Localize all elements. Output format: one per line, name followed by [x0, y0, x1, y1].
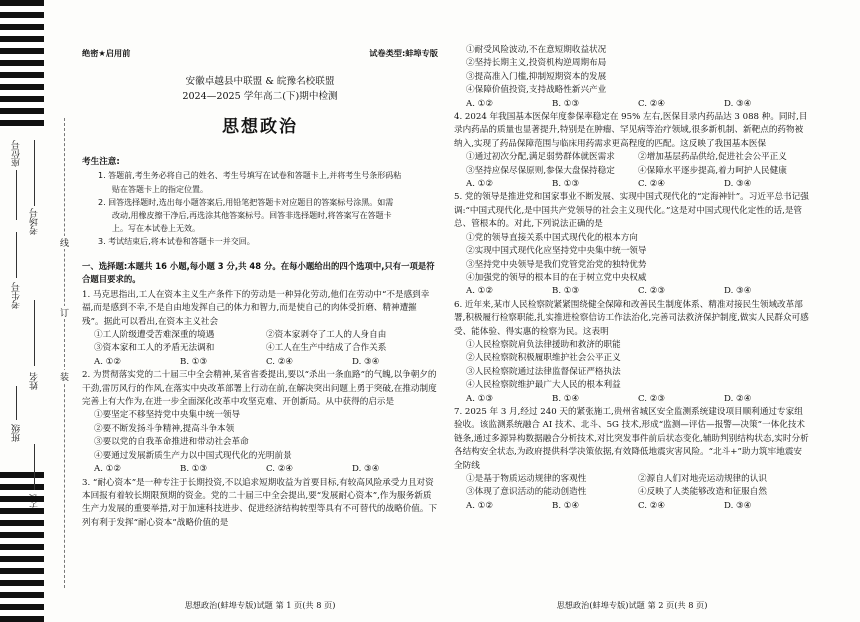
question-3-options: [454, 44, 810, 111]
choice-b: B. ①③: [180, 464, 208, 475]
page-footer-1: 思想政治(蚌埠专版)试题 第 1 页(共 8 页): [184, 600, 336, 610]
notice-line: 上。写在本试卷上无效。: [112, 224, 200, 234]
question-stem: 2. 为贯彻落实党的二十届三中全会精神,某省省委提出,要以“杀出一条血路”的气魄,以争朝夕的干劲,雷厉风行的作风,在落实中央改革部署上行动在前,在解决突出问题上勇于突破,在推动制度完善上有大作为,在进一步全面深化改革中攻坚克难、开创新局。从中获得的启示是: [82, 370, 437, 408]
cut-mark-bind: 订: [60, 306, 69, 319]
question-5: [454, 191, 810, 298]
field-school-line: [34, 444, 35, 490]
field-school: 学校: [30, 494, 40, 512]
choice-b: B. ①④: [552, 500, 580, 511]
page-footer-2: 思想政治(蚌埠专版)试题 第 2 页(共 8 页): [556, 600, 708, 610]
choice-a: A. ①②: [466, 500, 494, 511]
choice-a: A. ①②: [94, 464, 122, 475]
notice-block: [82, 156, 438, 249]
option-statement: ②实现中国式现代化应坚持党中央集中统一领导: [466, 246, 647, 257]
cut-line: [64, 118, 65, 588]
subject-title: 思想政治: [222, 117, 298, 137]
option-statement: ②资本家剥夺了工人的人身自由: [266, 330, 387, 341]
option-statement: ③坚持党中央领导是我们党管党治党的独特优势: [466, 259, 647, 270]
option-statement: ③人民检察院通过法律监督保证严格执法: [466, 366, 621, 377]
notice-line: 1. 答题前,考生务必将自己的姓名、考生号填写在试卷和答题卡上,并将考生号条形码粘: [98, 171, 402, 181]
choice-d: D. ③④: [724, 98, 752, 109]
choice-d: D. ③④: [352, 464, 380, 475]
question-6: [454, 299, 810, 406]
choice-d: D. ③④: [724, 286, 752, 297]
option-statement: ③资本家和工人的矛盾无法调和: [94, 343, 215, 354]
question-stem: 4. 2024 年我国基本医保年度参保率稳定在 95% 左右,医保目录内药品达 3 088 种。同时,目录内药品的质量也显著提升,特别是在肿瘤、罕见病等治疗领域,很多新机制、新靶点的药物被纳入,实现了药品保障范围与临床用药需求更高程度的匹配。这反映了我国基本医保: [454, 112, 808, 149]
question-stem: 3. “耐心资本”是一种专注于长期投资,不以追求短期收益为首要目标,有较高风险承受力且对资本回报有着较长期限预期的资金。党的二十届三中全会提出,要“发展耐心资本”,作为服务新质生产力发展的重要举措,对于加速科技进步、促进经济结构转型等具有不可替代的战略价值。下列有利于发挥“耐心资本”战略价值的是: [82, 477, 438, 528]
section-title: 一、选择题:本题共 16 小题,每小题 3 分,共 48 分。在每小题给出的四个选项中,只有一项是符合题目要求的。: [82, 261, 435, 285]
question-stem: 7. 2025 年 3 月,经过 240 天的紧张施工,贵州省城区安全监测系统建设项目顺利通过专家组验收。该监测系统融合 AI 技术、北斗、5G 技术,形成“监测—评估—报警—决策”一体化技术链条,通过多源异构数据融合分析技术,对比突发事件前后状态变化,辅助判别结构状态,实时分析各结构安全状态,为政府提供科学决策依据,有效降低地震灾害风险。“北斗+”助力筑牢地震安全防线: [454, 406, 809, 471]
field-seat-line: [16, 170, 17, 220]
choice-c: C. ②④: [266, 356, 294, 367]
question-4: [454, 111, 810, 191]
choice-c: C. ②④: [638, 179, 666, 190]
field-class: 班级: [12, 424, 22, 442]
field-room-line: [34, 140, 35, 206]
option-statement: ③要以党的自我革命推进和带动社会革命: [94, 437, 249, 448]
field-class-line: [16, 386, 17, 420]
option-statement: ④保障水平逐步提高,着力呵护人民健康: [638, 165, 787, 176]
choice-c: C. ②④: [266, 464, 294, 475]
question-stem: 1. 马克思指出,工人在资本主义生产条件下的劳动是一种异化劳动,他们在劳动中“不是感到幸福,而是感到不幸,不是自由地发挥自己的体力和智力,而是使自己的肉体受折磨、精神遭摧残”。据此可以看出,在资本主义社会: [82, 289, 430, 327]
choice-b: B. ①③: [552, 98, 580, 109]
question-7: [454, 406, 810, 513]
option-statement: ②坚持长期主义,投资机构逆周期布局: [466, 58, 607, 69]
choice-d: D. ③④: [724, 500, 752, 511]
option-statement: ③提高准入门槛,抑制短期资本的发展: [466, 71, 607, 82]
stripe-top: [0, 0, 44, 128]
option-statement: ④要通过发展新质生产力以中国式现代化的光明前景: [94, 450, 292, 461]
choice-a: A. ①②: [466, 179, 494, 190]
option-statement: ①人民检察院肩负法律援助和救济的职能: [466, 339, 621, 350]
field-id-line: [16, 232, 17, 278]
question-3-stem: [82, 477, 438, 531]
choice-b: B. ①③: [552, 286, 580, 297]
option-statement: ④加强党的领导的根本目的在于树立党中央权威: [466, 272, 647, 283]
choice-d: D. ③④: [724, 179, 752, 190]
option-statement: ②要不断发扬斗争精神,提高斗争本领: [94, 423, 235, 434]
choice-d: D. ②④: [724, 393, 752, 404]
choice-a: A. ①②: [466, 98, 494, 109]
option-statement: ①党的领导直接关系中国式现代化的根本方向: [466, 232, 638, 243]
field-room: 考场号: [30, 208, 40, 235]
field-name-line: [34, 300, 35, 366]
choice-b: B. ①③: [552, 179, 580, 190]
choice-c: C. ②④: [638, 500, 666, 511]
option-statement: ②源自人们对地壳运动规律的认识: [638, 474, 767, 484]
question-2: [82, 369, 438, 476]
paper-type-label: 试卷类型:蚌埠专版: [369, 48, 438, 58]
secret-label: 绝密★启用前: [82, 48, 131, 58]
option-statement: ①工人阶级遭受苦难深重的境遇: [94, 330, 215, 341]
exam-title: 2024—2025 学年高二(下)期中检测: [182, 91, 338, 102]
option-statement: ①是基于物质运动规律的客观性: [466, 474, 587, 484]
option-statement: ①耐受风险波动,不在意短期收益状况: [466, 45, 607, 55]
choice-b: B. ①③: [180, 356, 208, 367]
option-statement: ③坚持应保尽保原则,参保大盘保持稳定: [466, 165, 615, 176]
right-column: [454, 0, 810, 622]
left-column: [82, 0, 438, 622]
choice-a: A. ①②: [94, 356, 122, 367]
choice-b: B. ①④: [552, 393, 580, 404]
cut-mark-pack: 装: [60, 370, 69, 383]
notice-line: 3. 考试结束后,将本试卷和答题卡一并交回。: [98, 237, 255, 247]
question-stem: 5. 党的领导是推进党和国家事业不断发展、实现中国式现代化的“定海神针”。习近平总书记强调:“中国式现代化,是中国共产党领导的社会主义现代化。”这是对中国式现代化定性的话,是管总、管根本的。对此,下列说法正确的是: [454, 192, 809, 230]
question-stem: 6. 近年来,某市人民检察院紧紧围绕健全保障和改善民生制度体系、精准对接民生领域改革部署,积极履行检察职能,扎实推进检察信访工作法治化,完善司法救济保护制度,做实人民群众可感受、能体验、得实惠的检察为民。这表明: [454, 299, 809, 337]
binding-strip: [0, 0, 68, 622]
choice-d: D. ③④: [352, 356, 380, 367]
notice-line: 2. 回答选择题时,选出每小题答案后,用铅笔把答题卡对应题目的答案标号涂黑。如需: [98, 197, 394, 207]
choice-a: A. ①③: [466, 393, 494, 404]
option-statement: ④人民检察院维护最广大人民的根本利益: [466, 380, 621, 391]
option-statement: ③体现了意识活动的能动创造性: [466, 487, 587, 498]
notice-line: 改动,用橡皮擦干净后,再选涂其他答案标号。回答非选择题时,将答案写在答题卡: [112, 211, 392, 221]
choice-a: A. ①②: [466, 286, 494, 297]
option-statement: ②增加基层药品供给,促进社会公平正义: [638, 152, 787, 163]
notice-title: 考生注意:: [82, 157, 120, 167]
option-statement: ④工人在生产中结成了合作关系: [266, 343, 387, 354]
question-1: [82, 289, 438, 369]
notice-line: 贴在答题卡上的指定位置。: [112, 184, 208, 194]
field-id: 考生号: [12, 282, 22, 309]
choice-c: C. ②④: [638, 98, 666, 109]
choice-c: C. ②③: [638, 393, 666, 404]
option-statement: ②人民检察院积极履职维护社会公平正义: [466, 353, 621, 364]
option-statement: ①要坚定不移坚持党中央集中统一领导: [94, 410, 241, 421]
option-statement: ④反映了人类能够改造和征服自然: [638, 487, 767, 498]
alliance-title: 安徽卓越县中联盟 & 皖豫名校联盟: [185, 76, 335, 87]
field-name: 姓名: [30, 372, 40, 390]
option-statement: ④保障价值投资,支持战略性新兴产业: [466, 85, 607, 96]
choice-c: C. ②③: [638, 286, 666, 297]
field-seat: 座位号: [12, 140, 22, 167]
option-statement: ①通过初次分配,满足弱势群体就医需求: [466, 152, 615, 163]
cut-mark-line: 线: [60, 236, 69, 249]
